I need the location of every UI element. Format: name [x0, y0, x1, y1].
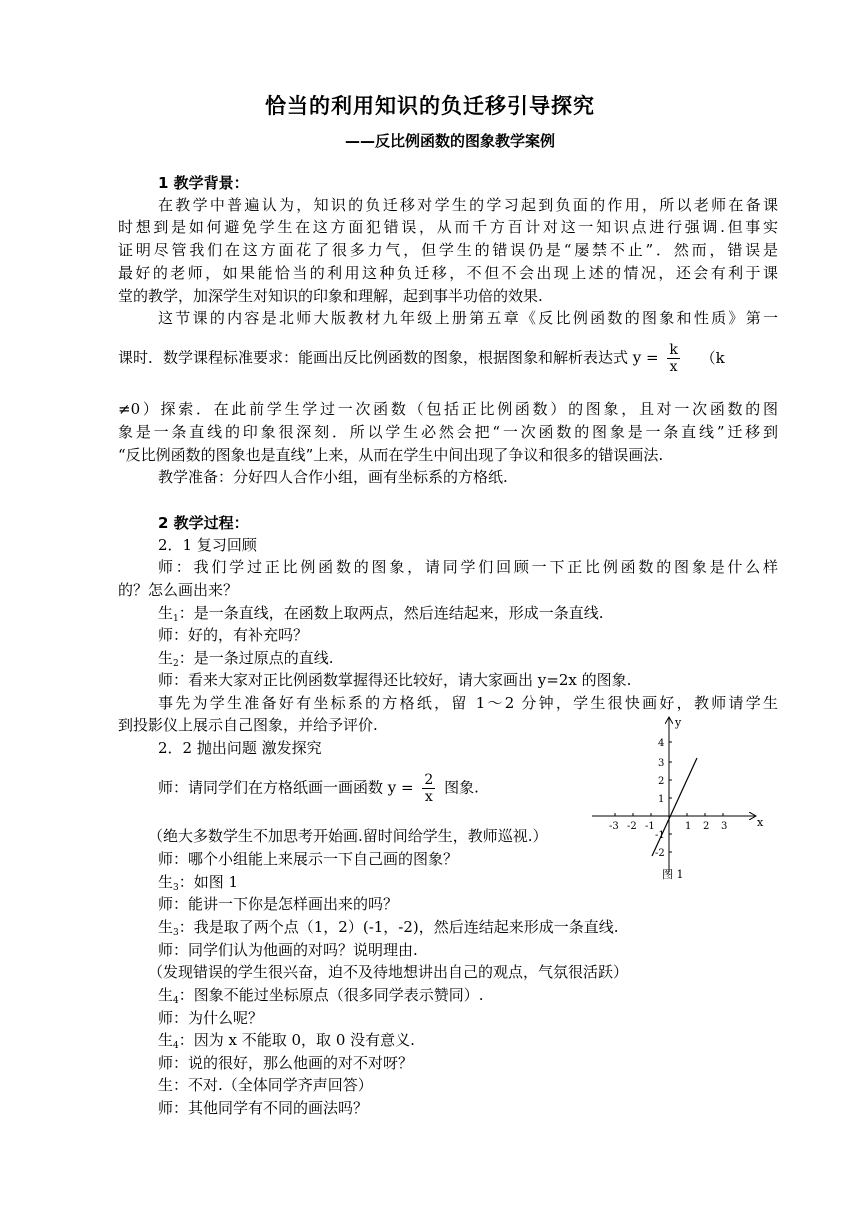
dialogue-line: （绝大多数学生不加思考开始画.留时间给学生，教师巡视.） [148, 827, 548, 845]
paragraph-line: 证明尽管我们在这方面花了很多力气，但学生的错误仍是“屡禁不止”．然而，错误是 [118, 241, 778, 259]
speaker: 生 [158, 604, 174, 622]
dialogue-line: 师：同学们认为他画的对吗？说明理由. [158, 941, 418, 959]
speaker-index: 3 [173, 928, 179, 938]
dialogue-line: 师：为什么呢？ [158, 1009, 264, 1027]
dialogue-line: 师：看来大家对正比例函数掌握得还比较好，请大家画出 y=2x 的图象. [158, 671, 632, 689]
dialogue-line: 师：说的很好，那么他画的对不对呀？ [158, 1054, 414, 1072]
y-tick-label: -1 [655, 830, 665, 841]
dialogue-line: 师：能讲一下你是怎样画出来的吗？ [158, 895, 399, 913]
dialogue-line-with-formula [158, 772, 479, 805]
x-axis-label: x [757, 816, 764, 829]
paragraph-line: ≠0）探索．在此前学生学过一次函数（包括正比例函数）的图象，且对一次函数的图 [118, 400, 778, 418]
document-title: 恰当的利用知识的负迁移引导探究 [265, 94, 595, 118]
x-tick-label: -2 [627, 821, 637, 832]
speaker: 生 [158, 649, 174, 667]
paragraph-line: 象是一条直线的印象很深刻．所以学生必然会把“一次函数的图象是一条直线”迁移到 [118, 423, 778, 441]
dialogue-line: （发现错误的学生很兴奋，迫不及待地想讲出自己的观点，气氛很活跃） [148, 963, 629, 981]
graph-line [652, 758, 697, 856]
subsection-problem: 2．2 抛出问题 激发探究 [158, 739, 322, 757]
dialogue-line: 师：其他同学有不同的画法吗？ [158, 1099, 369, 1117]
paragraph-line: 这节课的内容是北师大版教材九年级上册第五章《反比例函数的图象和性质》第一 [158, 309, 778, 327]
fraction-denominator: x [669, 359, 678, 375]
document-subtitle: ——反比例函数的图象教学案例 [344, 132, 555, 150]
paragraph-line: 在教学中普遍认为，知识的负迁移对学生的学习起到负面的作用，所以老师在备课 [158, 196, 778, 214]
y-tick-label: 4 [658, 738, 665, 749]
dialogue-line: 到投影仪上展示自己图象，并给予评价. [118, 716, 378, 734]
fraction-2-over-x [422, 772, 435, 805]
paragraph-line: 时想到是如何避免学生在这方面犯错误，从而千方百计对这一知识点进行强调.但事实 [118, 218, 778, 236]
paragraph-line: 堂的教学，加深学生对知识的印象和理解，起到事半功倍的效果. [118, 287, 543, 305]
speaker-index: 2 [173, 659, 179, 669]
dialogue-text: ：是一条直线，在函数上取两点，然后连结起来，形成一条直线. [178, 604, 604, 622]
speaker-index: 4 [173, 996, 179, 1006]
formula-lead-text: 师：请同学们在方格纸画一画函数 y = [158, 778, 414, 797]
dialogue-line: 师：好的，有补充吗？ [158, 626, 309, 644]
dialogue-text: ：因为 x 不能取 0，取 0 没有意义. [178, 1031, 415, 1049]
fraction-denominator: x [424, 789, 433, 805]
dialogue-line: 师：哪个小组能上来展示一下自己画的图象？ [158, 850, 459, 868]
dialogue-text: ：我是取了两个点（1，2）(-1，-2)，然后连结起来形成一条直线. [178, 918, 619, 936]
fraction-numerator: k [669, 342, 678, 358]
formula-trail-text: 图象. [444, 778, 479, 797]
x-tick-label: 2 [703, 821, 710, 832]
dialogue-text: ：如图 1 [178, 873, 239, 891]
y-tick-label: 3 [658, 758, 665, 769]
section-heading-background: 1 教学背景： [158, 174, 249, 192]
y-tick-label: 1 [658, 794, 665, 805]
x-tick-label: -1 [645, 821, 655, 832]
fraction-numerator: 2 [424, 772, 434, 788]
dialogue-text: ：图象不能过坐标原点（很多同学表示赞同）. [178, 986, 484, 1004]
x-tick-label: -3 [609, 821, 619, 832]
speaker-index: 4 [173, 1041, 179, 1051]
section-heading-process: 2 教学过程： [158, 514, 249, 532]
speaker-index: 1 [173, 614, 179, 624]
paragraph-line-with-formula [118, 342, 778, 375]
subsection-review: 2．1 复习回顾 [158, 536, 257, 554]
x-tick-label: 1 [685, 821, 692, 832]
dialogue-text: ：是一条过原点的直线. [178, 649, 334, 667]
dialogue-line: 事先为学生准备好有坐标系的方格纸，留 1～2 分钟，学生很快画好，教师请学生 [158, 694, 778, 712]
y-tick-label: 2 [658, 776, 665, 787]
formula-lead-text: 课时．数学课程标准要求：能画出反比例函数的图象，根据图象和解析表达式 y = [118, 348, 659, 367]
figure-caption: 图 1 [662, 868, 684, 881]
y-tick-label: -2 [655, 848, 665, 859]
y-axis-label: y [675, 716, 682, 729]
paragraph-line: “反比例函数的图象也是直线”上来，从而在学生中间出现了争议和很多的错误画法. [118, 446, 664, 464]
figure-1-graph [590, 712, 770, 887]
dialogue-line: 的？怎么画出来？ [118, 581, 239, 599]
dialogue-line: 师：我们学过正比例函数的图象，请同学们回顾一下正比例函数的图象是什么样 [158, 558, 778, 576]
teaching-preparation: 教学准备：分好四人合作小组，画有坐标系的方格纸. [158, 468, 508, 486]
paragraph-line: 最好的老师，如果能恰当的利用这种负迁移，不但不会出现上述的情况，还会有利于课 [118, 264, 778, 282]
speaker: 生 [158, 918, 174, 936]
speaker-index: 3 [173, 883, 179, 893]
x-tick-label: 3 [721, 821, 728, 832]
speaker: 生 [158, 873, 174, 891]
fraction-k-over-x [667, 342, 679, 375]
speaker: 生 [158, 986, 174, 1004]
formula-trail-text: （k [700, 348, 725, 367]
dialogue-line: 生：不对.（全体同学齐声回答） [158, 1076, 373, 1094]
speaker: 生 [158, 1031, 174, 1049]
